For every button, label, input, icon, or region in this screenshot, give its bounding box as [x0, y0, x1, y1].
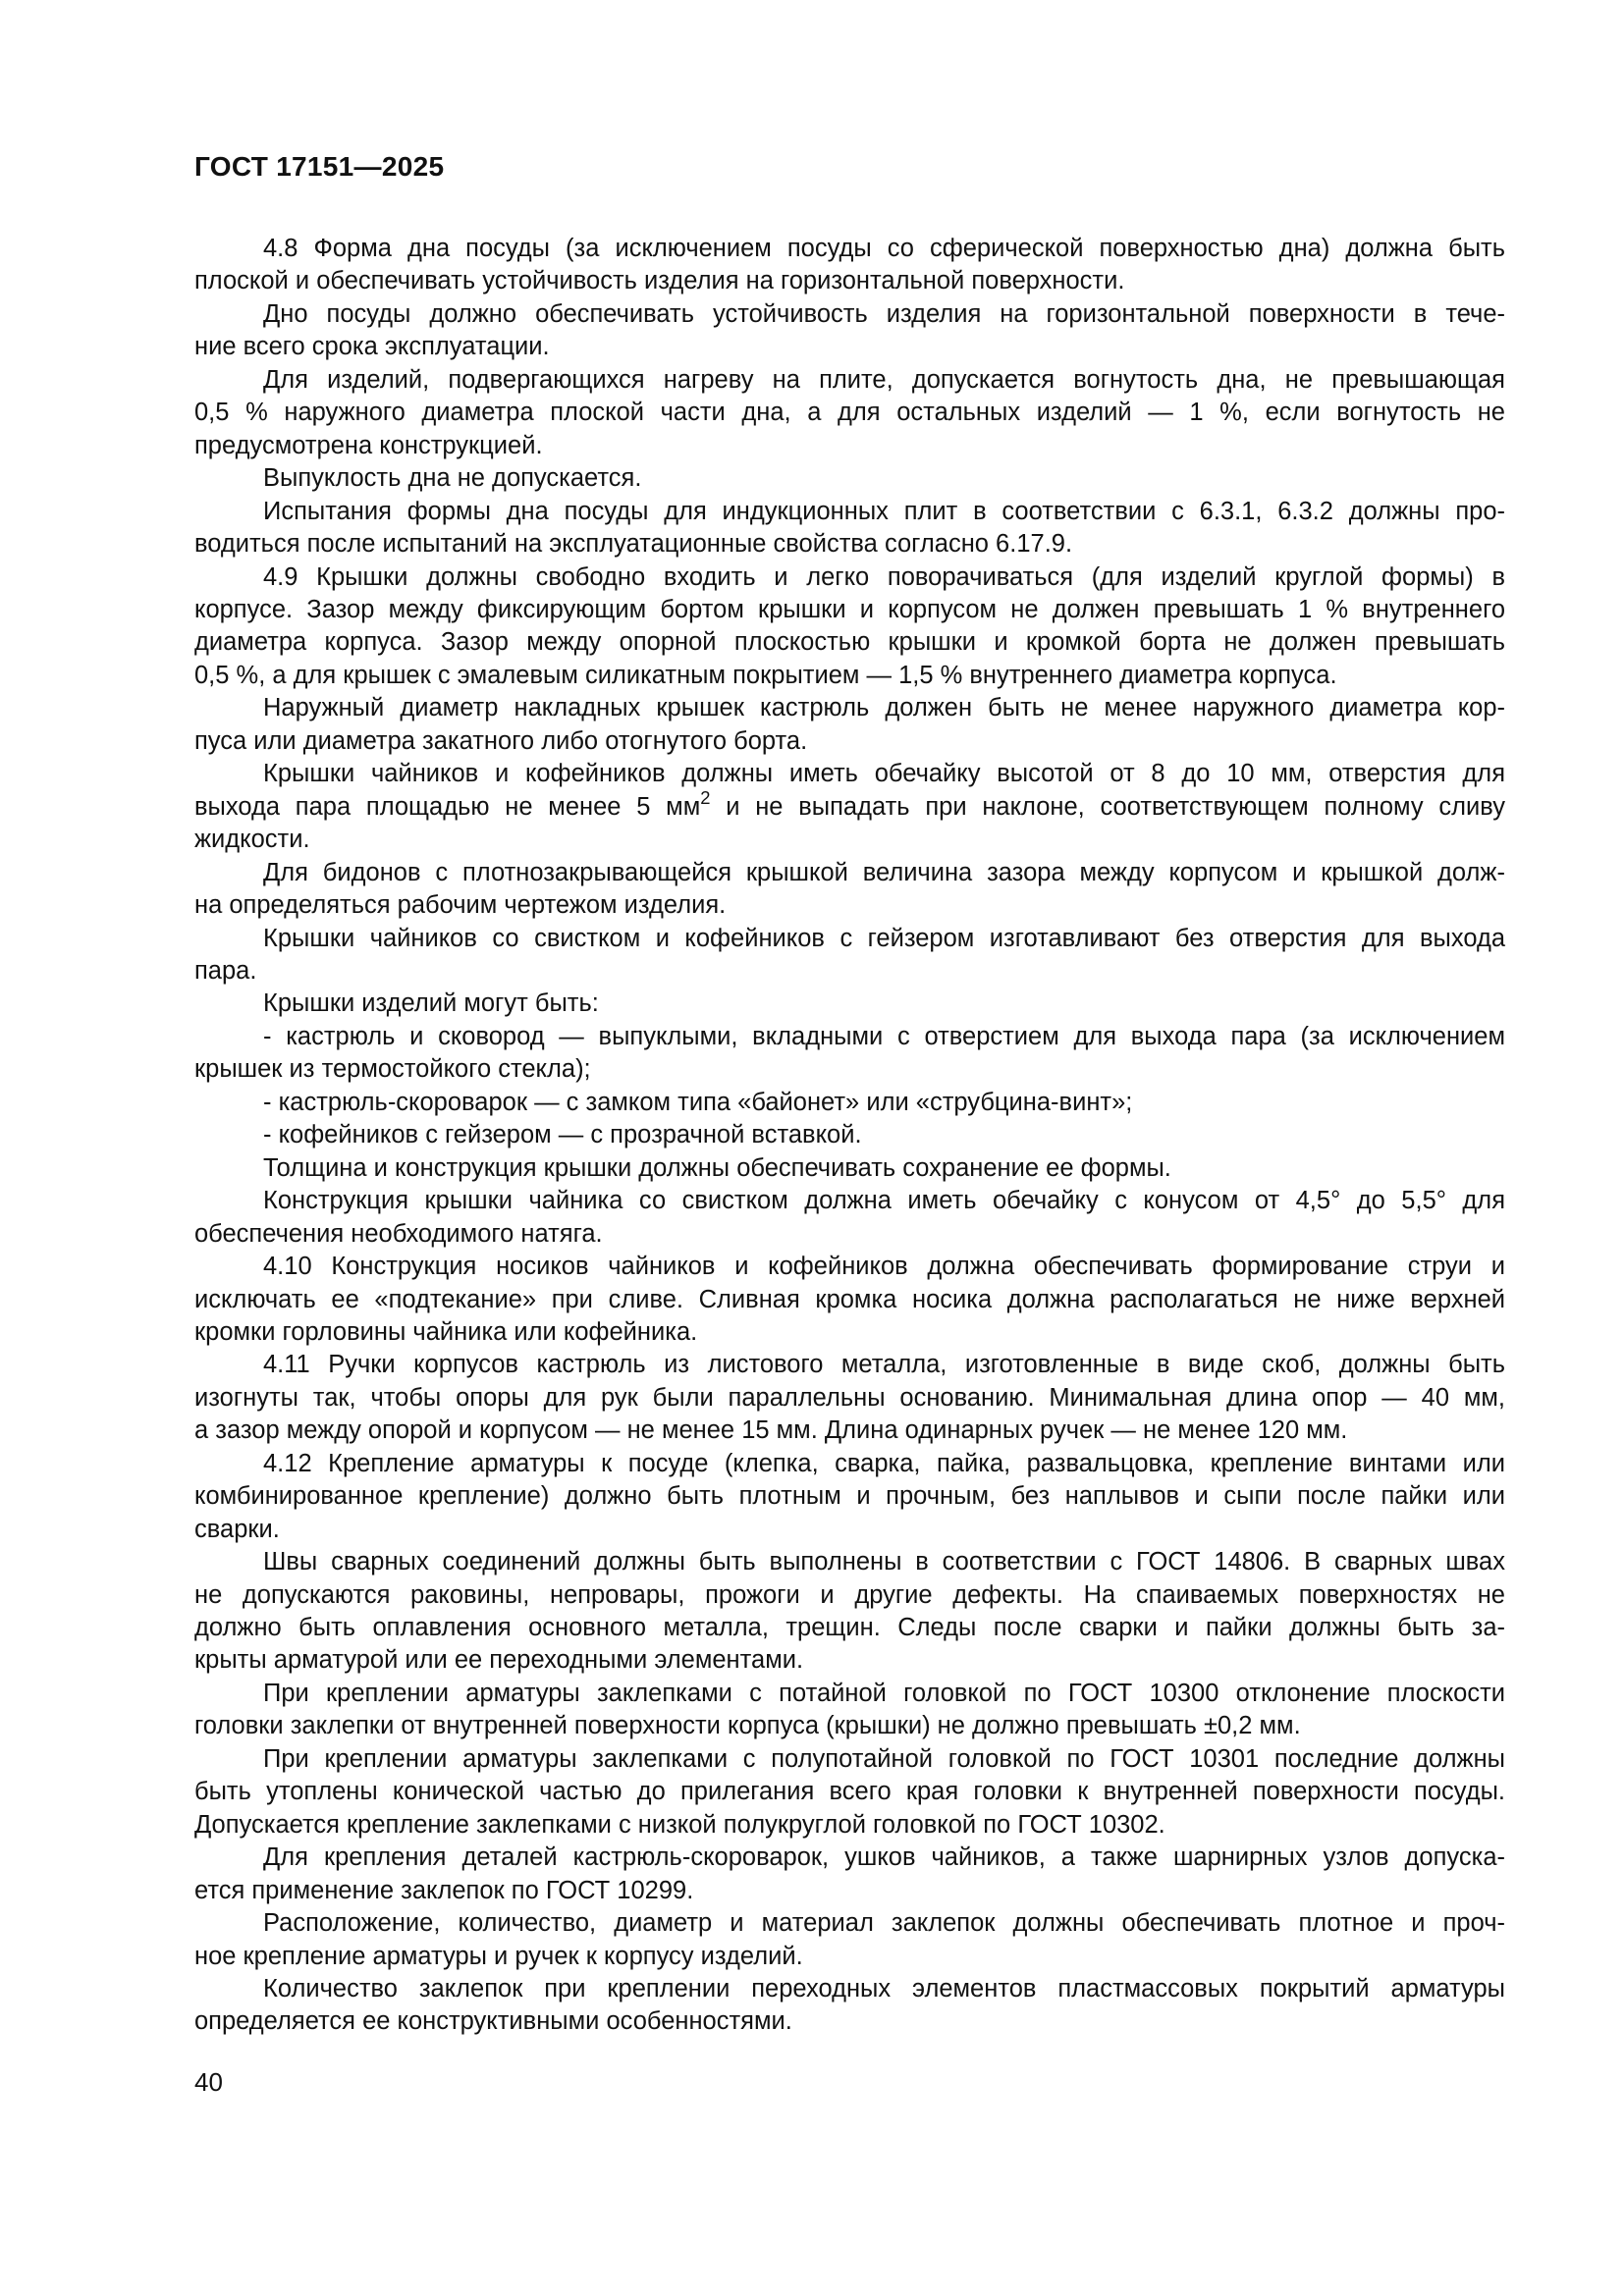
text-line: Дно посуды должно обеспечивать устойчивость изделия на горизонтальной поверхности в тече- — [263, 299, 1505, 328]
text-line: а зазор между опорой и корпусом — не менее 15 мм. Длина одинарных ручек — не менее 120 мм. — [194, 1416, 1348, 1445]
paragraph — [194, 1349, 1505, 1447]
text-line: 0,5 %, а для крышек с эмалевым силикатным покрытием — 1,5 % внутреннего диаметра корпуса. — [194, 661, 1337, 689]
text-line: 4.8 Форма дна посуды (за исключением посуды со сферической поверхностью дна) должна быть — [263, 235, 1505, 262]
text-line: Наружный диаметр накладных крышек кастрюль должен быть не менее наружного диаметра кор- — [263, 694, 1505, 722]
paragraph — [194, 1021, 1505, 1087]
text-line: Допускается крепление заклепками с низкой полукруглой головкой по ГОСТ 10302. — [194, 1810, 1165, 1839]
paragraph — [194, 1907, 1505, 1973]
paragraph — [194, 1185, 1505, 1251]
paragraph — [194, 1743, 1505, 1842]
paragraph — [194, 988, 1505, 1020]
text-line: ное крепление арматуры и ручек к корпусу изделий. — [194, 1942, 803, 1970]
text-line: Швы сварных соединений должны быть выполнены в соответствии с ГОСТ 14806. В сварных швах — [263, 1548, 1505, 1576]
paragraph — [194, 233, 1505, 298]
text-line: сварки. — [194, 1515, 280, 1543]
text-line: пуса или диаметра закатного либо отогнутого борта. — [194, 726, 808, 755]
paragraph — [194, 1251, 1505, 1349]
text-line: ется применение заклепок по ГОСТ 10299. — [194, 1876, 694, 1904]
text-line: Толщина и конструкция крышки должны обеспечивать сохранение ее формы. — [263, 1153, 1171, 1182]
text-line: Крышки чайников и кофейников должны иметь обечайку высотой от 8 до 10 мм, отверстия для — [263, 760, 1505, 788]
paragraph — [194, 1842, 1505, 1907]
text-line: Для крепления деталей кастрюль-скороварок, ушков чайников, а также шарнирных узлов допуска- — [263, 1843, 1505, 1872]
text-line: водиться после испытаний на эксплуатационные свойства согласно 6.17.9. — [194, 530, 1073, 559]
text-line: Испытания формы дна посуды для индукционных плит в соответствии с 6.3.1, 6.3.2 должны про- — [263, 497, 1505, 525]
paragraph — [194, 1119, 1505, 1151]
text-line: должно быть оплавления основного металла, трещин. Следы после сварки и пайки должны быть за- — [194, 1614, 1505, 1642]
text-line: - кофейников с гейзером — с прозрачной вставкой. — [263, 1121, 862, 1149]
paragraph — [194, 1152, 1505, 1185]
paragraph — [194, 298, 1505, 364]
text-line: Для изделий, подвергающихся нагреву на плите, допускается вогнутость дна, не превышающая — [263, 365, 1505, 394]
text-line: головки заклепки от внутренней поверхности корпуса (крышки) не должно превышать ±0,2 мм. — [194, 1712, 1301, 1740]
text-line: изогнуты так, чтобы опоры для рук были параллельны основанию. Минимальная длина опор — 40 мм, — [194, 1383, 1505, 1412]
text-line: Количество заклепок при креплении переходных элементов пластмассовых покрытий арматуры — [263, 1975, 1505, 2003]
text-line: - кастрюль и сковород — выпуклыми, вкладными с отверстием для выхода пара (за исключением — [263, 1022, 1505, 1050]
paragraph — [194, 561, 1505, 693]
text-line: комбинированное крепление) должно быть плотным и прочным, без наплывов и сыпи после пайки или — [194, 1482, 1505, 1511]
text-line: Крышки чайников со свистком и кофейников с гейзером изготавливают без отверстия для выхода — [263, 924, 1505, 952]
text-line: жидкости. — [194, 826, 310, 854]
document-body — [194, 233, 1505, 2039]
paragraph — [194, 1087, 1505, 1119]
text-line: выхода пара площадью не менее 5 $мм^2$ и не выпадать при наклоне, соответствующем полному сливу — [194, 787, 1505, 821]
paragraph — [194, 923, 1505, 988]
text-line: быть утоплены конической частью до прилегания всего края головки к внутренней поверхности посуды. — [194, 1778, 1505, 1806]
paragraph — [194, 1448, 1505, 1546]
text-line: Расположение, количество, диаметр и материал заклепок должны обеспечивать плотное и проч- — [263, 1909, 1505, 1938]
paragraph — [194, 758, 1505, 856]
text-line: Для бидонов с плотнозакрывающейся крышкой величина зазора между корпусом и крышкой долж- — [263, 858, 1505, 886]
text-line: крыты арматурой или ее переходными элементами. — [194, 1646, 804, 1675]
text-line: Конструкция крышки чайника со свистком должна иметь обечайку с конусом от 4,5° до 5,5° для — [263, 1187, 1505, 1215]
text-line: диаметра корпуса. Зазор между опорной плоскостью крышки и кромкой борта не должен превышать — [194, 628, 1505, 657]
paragraph — [194, 1973, 1505, 2039]
paragraph — [194, 462, 1505, 495]
text-line: на определяться рабочим чертежом изделия. — [194, 891, 727, 920]
text-line: определяется ее конструктивными особенностями. — [194, 2007, 792, 2036]
text-line: предусмотрена конструкцией. — [194, 431, 543, 459]
text-line: 4.11 Ручки корпусов кастрюль из листового металла, изготовленные в виде скоб, должны быть — [263, 1351, 1505, 1379]
text-line: крышек из термостойкого стекла); — [194, 1055, 591, 1084]
text-line: При креплении арматуры заклепками с полупотайной головкой по ГОСТ 10301 последние должны — [263, 1744, 1505, 1773]
text-line: плоской и обеспечивать устойчивость изделия на горизонтальной поверхности. — [194, 267, 1125, 295]
text-line: - кастрюль-скороварок — с замком типа «байонет» или «струбцина-винт»; — [263, 1088, 1133, 1116]
paragraph — [194, 364, 1505, 462]
text-line: кромки горловины чайника или кофейника. — [194, 1317, 698, 1346]
text-line: 4.10 Конструкция носиков чайников и кофейников должна обеспечивать формирование струи и — [263, 1253, 1505, 1281]
text-line: При креплении арматуры заклепками с потайной головкой по ГОСТ 10300 отклонение плоскости — [263, 1679, 1505, 1707]
text-line: обеспечения необходимого натяга. — [194, 1219, 603, 1248]
text-line: ние всего срока эксплуатации. — [194, 333, 550, 361]
text-line: 4.9 Крышки должны свободно входить и легко поворачиваться (для изделий круглой формы) в — [263, 562, 1505, 591]
text-line: 4.12 Крепление арматуры к посуде (клепка, сварка, пайка, развальцовка, крепление винтами или — [263, 1449, 1505, 1477]
paragraph — [194, 692, 1505, 758]
paragraph — [194, 1546, 1505, 1678]
page-number: 40 — [194, 2067, 223, 2097]
document-standard-number: ГОСТ 17151—2025 — [194, 151, 445, 182]
text-line: 0,5 % наружного диаметра плоской части дна, а для остальных изделий — 1 %, если вогнутость не — [194, 399, 1505, 427]
text-line: Выпуклость дна не допускается. — [263, 464, 642, 493]
text-line: пара. — [194, 956, 257, 985]
paragraph — [194, 857, 1505, 923]
paragraph — [194, 1678, 1505, 1743]
text-line: корпусе. Зазор между фиксирующим бортом крышки и корпусом не должен превышать 1 % внутреннего — [194, 595, 1505, 623]
text-line: Крышки изделий могут быть: — [263, 989, 599, 1018]
text-line: исключать ее «подтекание» при сливе. Сливная кромка носика должна располагаться не ниже верхней — [194, 1285, 1505, 1313]
text-line: не допускаются раковины, непровары, прожоги и другие дефекты. На спаиваемых поверхностях не — [194, 1580, 1505, 1609]
paragraph — [194, 496, 1505, 561]
